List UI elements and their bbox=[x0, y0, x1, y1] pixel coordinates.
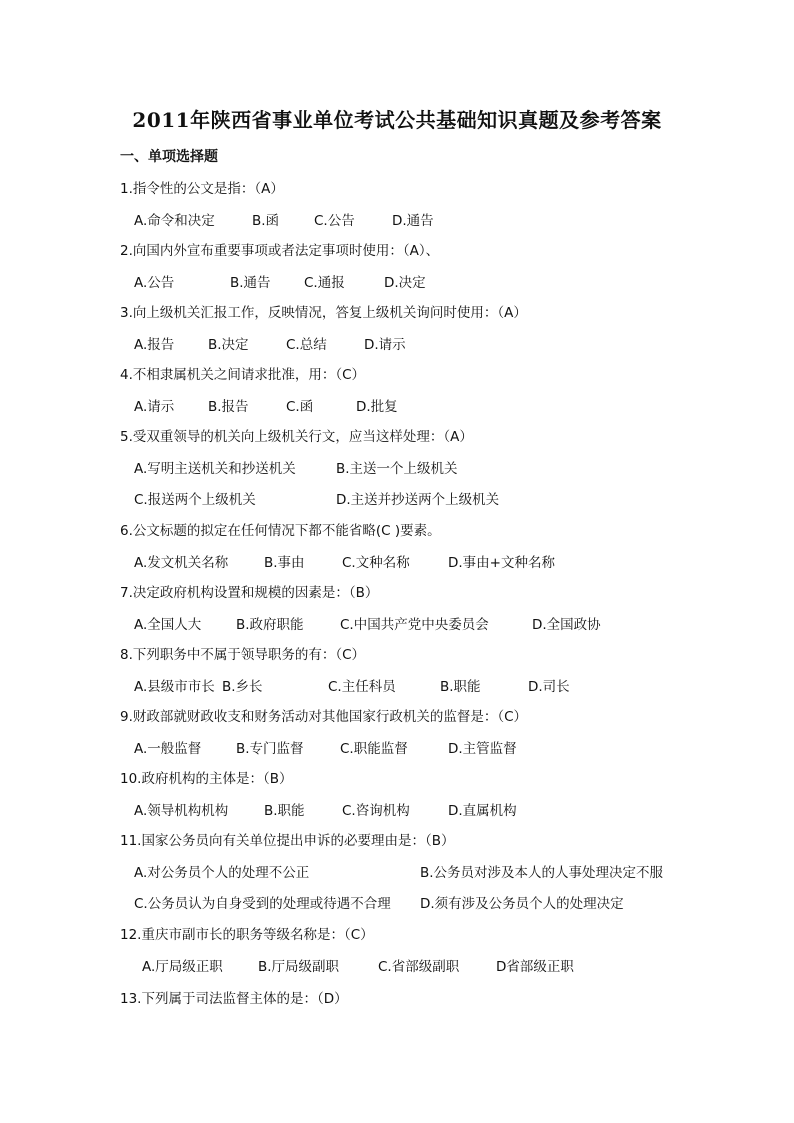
answer-option: B.事由 bbox=[264, 555, 305, 571]
question-stem: 4.不相隶属机关之间请求批准，用：（C） bbox=[120, 367, 366, 383]
answer-option: D.主送并抄送两个上级机关 bbox=[336, 492, 500, 508]
answer-option: C.函 bbox=[286, 399, 314, 415]
answer-option: D.主管监督 bbox=[448, 741, 517, 757]
answer-option: D.请示 bbox=[364, 337, 406, 353]
answer-option: C.主任科员 bbox=[328, 679, 396, 695]
answer-option: A.写明主送机关和抄送机关 bbox=[134, 461, 296, 477]
answer-option: A.报告 bbox=[134, 337, 175, 353]
answer-option: A.对公务员个人的处理不公正 bbox=[134, 865, 310, 881]
answer-option: A.全国人大 bbox=[134, 617, 202, 633]
question-stem: 3.向上级机关汇报工作，反映情况，答复上级机关询问时使用：（A） bbox=[120, 305, 527, 321]
answer-option: D.通告 bbox=[392, 213, 434, 229]
answer-option: D.决定 bbox=[384, 275, 426, 291]
answer-option: C.总结 bbox=[286, 337, 327, 353]
answer-option: D.全国政协 bbox=[532, 617, 601, 633]
answer-option: A.命令和决定 bbox=[134, 213, 215, 229]
question-stem: 10.政府机构的主体是：（B） bbox=[120, 771, 293, 787]
answer-option: D省部级正职 bbox=[496, 959, 574, 975]
answer-option: C.省部级副职 bbox=[378, 959, 460, 975]
answer-option: C.咨询机构 bbox=[342, 803, 410, 819]
question-stem: 8.下列职务中不属于领导职务的有：（C） bbox=[120, 647, 366, 663]
answer-option: B.决定 bbox=[208, 337, 249, 353]
answer-option: C.中国共产党中央委员会 bbox=[340, 617, 489, 633]
question-stem: 7.决定政府机构设置和规模的因素是：（B） bbox=[120, 585, 379, 601]
question-stem: 12.重庆市副市长的职务等级名称是：（C） bbox=[120, 927, 374, 943]
answer-option: D.事由+文种名称 bbox=[448, 555, 555, 571]
answer-option: C.公告 bbox=[314, 213, 355, 229]
answer-option: D.直属机构 bbox=[448, 803, 517, 819]
question-stem: 13.下列属于司法监督主体的是：（D） bbox=[120, 991, 348, 1007]
answer-option: C.报送两个上级机关 bbox=[134, 492, 256, 508]
answer-option: B.职能 bbox=[440, 679, 481, 695]
document-title: 2011年陕西省事业单位考试公共基础知识真题及参考答案 bbox=[132, 108, 662, 132]
answer-option: B.报告 bbox=[208, 399, 249, 415]
answer-option: C.公务员认为自身受到的处理或待遇不合理 bbox=[134, 896, 391, 912]
answer-option: C.通报 bbox=[304, 275, 345, 291]
section-heading: 一、单项选择题 bbox=[120, 149, 218, 165]
answer-option: A.公告 bbox=[134, 275, 175, 291]
answer-option: B.乡长 bbox=[222, 679, 263, 695]
answer-option: B.主送一个上级机关 bbox=[336, 461, 458, 477]
question-stem: 11.国家公务员向有关单位提出申诉的必要理由是：（B） bbox=[120, 833, 455, 849]
answer-option: A.请示 bbox=[134, 399, 175, 415]
answer-option: C.文种名称 bbox=[342, 555, 410, 571]
answer-option: B.函 bbox=[252, 213, 280, 229]
question-stem: 6.公文标题的拟定在任何情况下都不能省略(C )要素。 bbox=[120, 523, 441, 539]
answer-option: D.批复 bbox=[356, 399, 398, 415]
answer-option: B.政府职能 bbox=[236, 617, 304, 633]
answer-option: D.须有涉及公务员个人的处理决定 bbox=[420, 896, 624, 912]
answer-option: B.职能 bbox=[264, 803, 305, 819]
answer-option: A.厅局级正职 bbox=[142, 959, 223, 975]
answer-option: A.一般监督 bbox=[134, 741, 202, 757]
question-stem: 1.指令性的公文是指：（A） bbox=[120, 181, 284, 197]
question-stem: 9.财政部就财政收支和财务活动对其他国家行政机关的监督是：（C） bbox=[120, 709, 528, 725]
answer-option: D.司长 bbox=[528, 679, 570, 695]
answer-option: C.职能监督 bbox=[340, 741, 408, 757]
answer-option: B.专门监督 bbox=[236, 741, 304, 757]
answer-option: B.通告 bbox=[230, 275, 271, 291]
answer-option: A.县级市市长 bbox=[134, 679, 215, 695]
answer-option: B.公务员对涉及本人的人事处理决定不服 bbox=[420, 865, 664, 881]
answer-option: B.厅局级副职 bbox=[258, 959, 340, 975]
answer-option: A.发文机关名称 bbox=[134, 555, 229, 571]
question-stem: 2.向国内外宣布重要事项或者法定事项时使用：（A）、 bbox=[120, 243, 440, 259]
answer-option: A.领导机构机构 bbox=[134, 803, 229, 819]
question-stem: 5.受双重领导的机关向上级机关行文，应当这样处理：（A） bbox=[120, 429, 473, 445]
